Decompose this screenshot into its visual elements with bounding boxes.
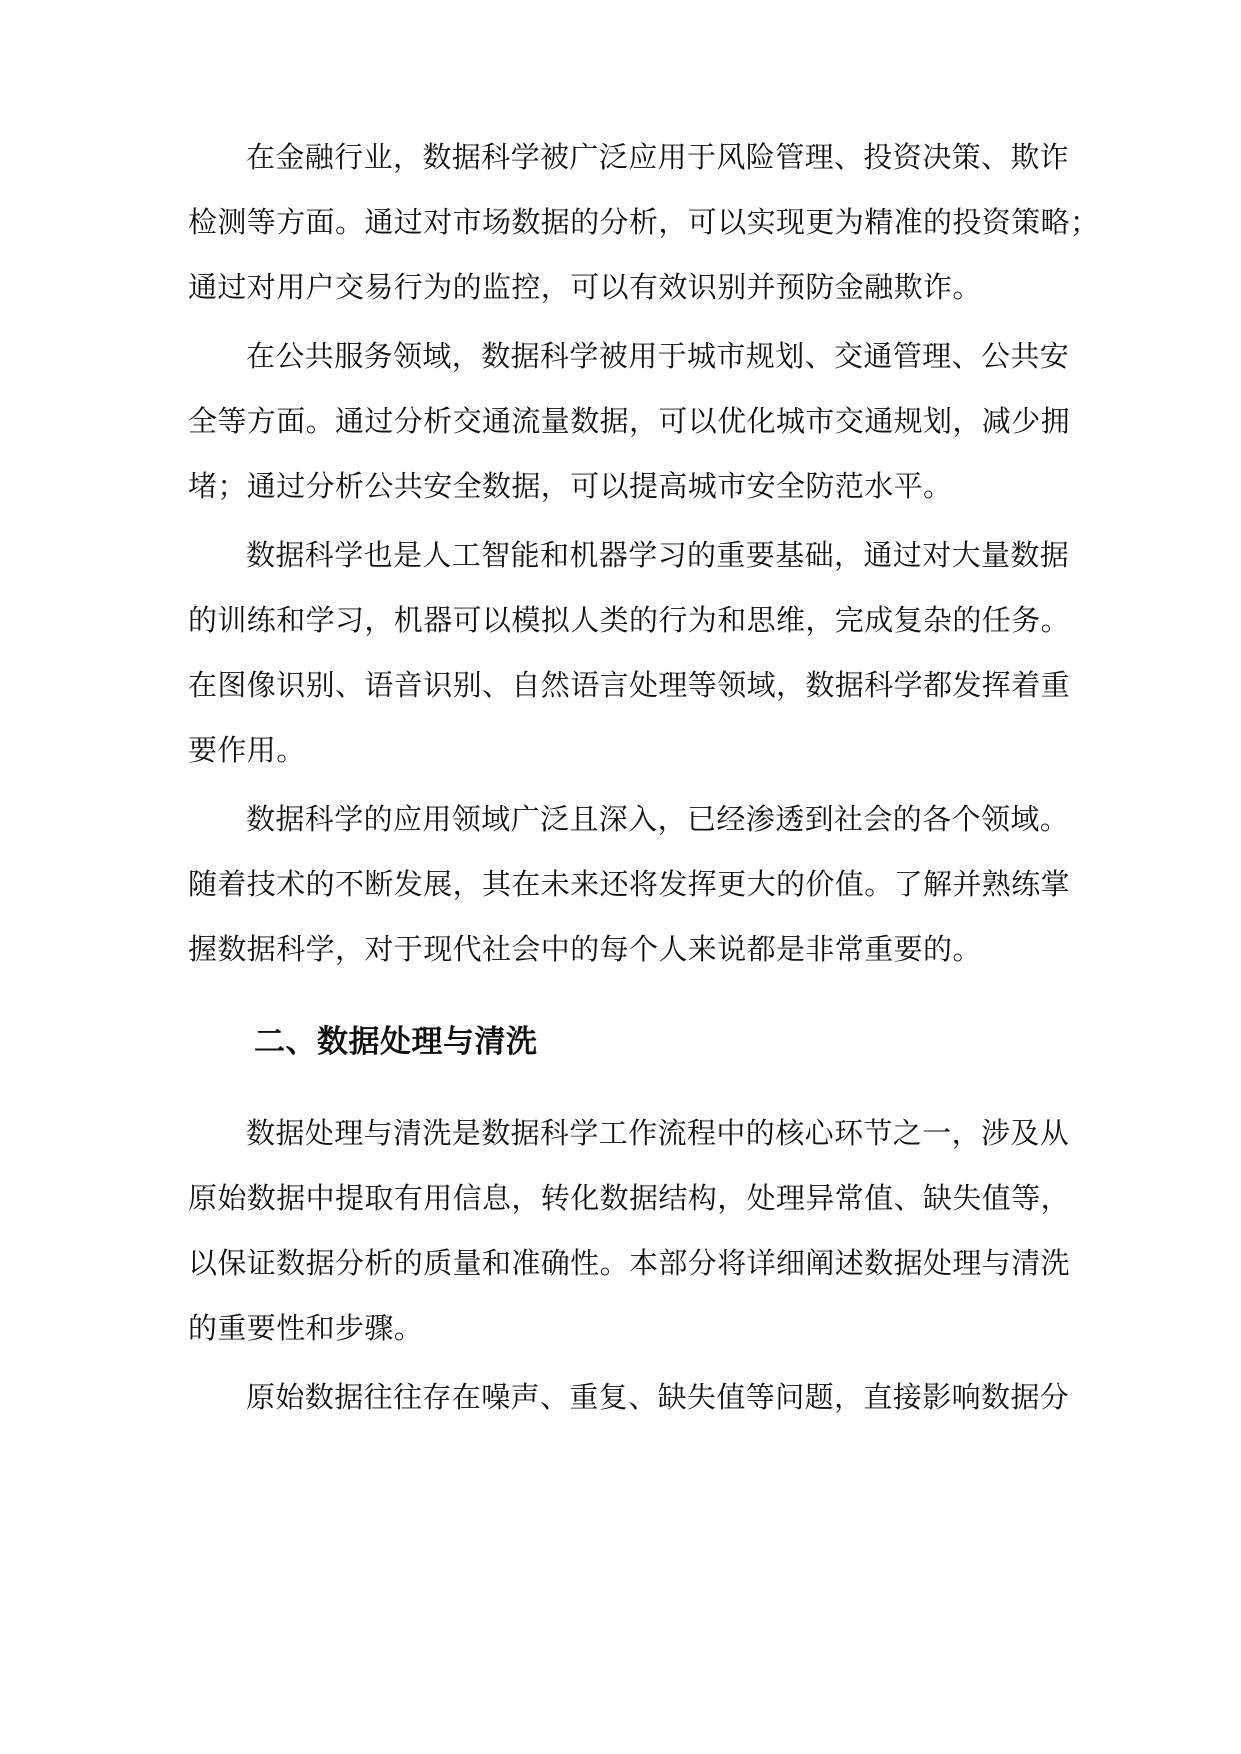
section-heading: 二、数据处理与清洗 [254,1024,538,1060]
paragraph-2-line-3: 堵；通过分析公共安全数据，可以提高城市安全防范水平。 [188,469,953,503]
paragraph-2-line-1: 在公共服务领域，数据科学被用于城市规划、交通管理、公共安 [246,339,1070,373]
paragraph-2-line-2: 全等方面。通过分析交通流量数据，可以优化城市交通规划，减少拥 [188,404,1071,438]
section-paragraph-1-line-1: 数据处理与清洗是数据科学工作流程中的核心环节之一，涉及从 [246,1116,1070,1150]
paragraph-4-line-1: 数据科学的应用领域广泛且深入，已经渗透到社会的各个领域。 [246,802,1070,836]
section-paragraph-2-line-1: 原始数据往往存在噪声、重复、缺失值等问题，直接影响数据分 [246,1380,1070,1414]
paragraph-3-line-1: 数据科学也是人工智能和机器学习的重要基础，通过对大量数据 [246,538,1070,572]
section-paragraph-1-line-4: 的重要性和步骤。 [188,1311,424,1345]
paragraph-1-line-1: 在金融行业，数据科学被广泛应用于风险管理、投资决策、欺诈 [246,140,1070,174]
paragraph-3-line-4: 要作用。 [188,733,306,767]
paragraph-4-line-2: 随着技术的不断发展，其在未来还将发挥更大的价值。了解并熟练掌 [188,867,1071,901]
paragraph-4-line-3: 握数据科学，对于现代社会中的每个人来说都是非常重要的。 [188,932,982,966]
paragraph-3-line-2: 的训练和学习，机器可以模拟人类的行为和思维，完成复杂的任务。 [188,603,1071,637]
paragraph-1-line-3: 通过对用户交易行为的监控，可以有效识别并预防金融欺诈。 [188,270,982,304]
paragraph-1-line-2: 检测等方面。通过对市场数据的分析，可以实现更为精准的投资策略； [188,205,1100,239]
section-paragraph-1-line-3: 以保证数据分析的质量和准确性。本部分将详细阐述数据处理与清洗 [188,1246,1071,1280]
paragraph-3-line-3: 在图像识别、语音识别、自然语言处理等领域，数据科学都发挥着重 [188,668,1071,702]
section-paragraph-1-line-2: 原始数据中提取有用信息，转化数据结构，处理异常值、缺失值等， [188,1181,1071,1215]
